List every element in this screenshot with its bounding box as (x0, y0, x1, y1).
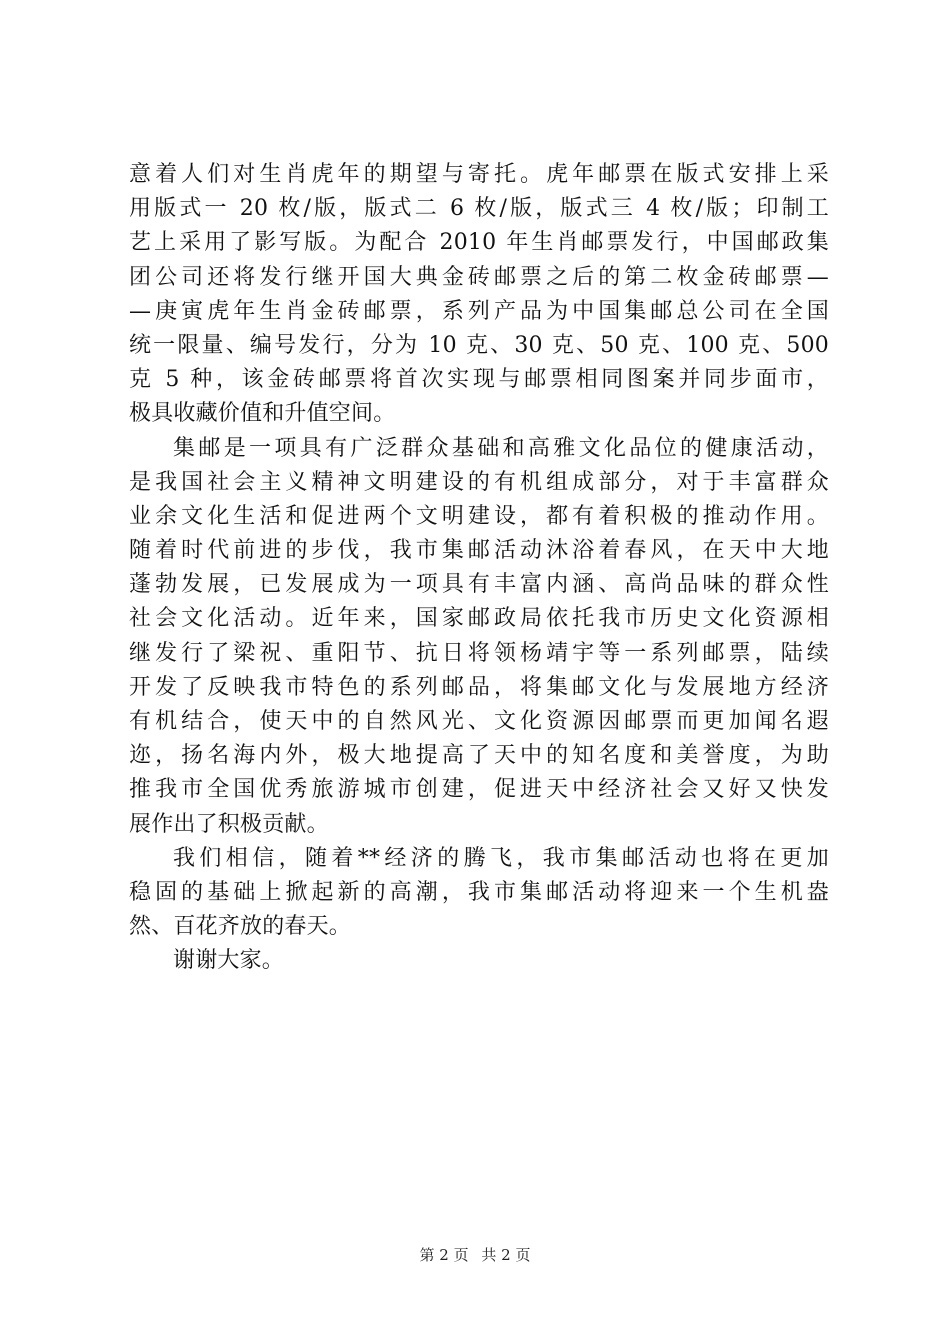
text-line: 我们相信，随着**经济的腾飞，我市集邮活动也将在更加 (173, 845, 829, 871)
text-line: 业余文化生活和促进两个文明建设，都有着积极的推动作用。 (129, 503, 829, 529)
text-line: 有机结合，使天中的自然风光、文化资源因邮票而更加闻名遐 (129, 709, 829, 734)
text-line: 极具收藏价值和升值空间。 (129, 401, 396, 427)
text-line: 然、百花齐放的春天。 (129, 914, 352, 940)
page-total: 共 2 页 (481, 1246, 531, 1264)
text-line: 蓬勃发展，已发展成为一项具有丰富内涵、高尚品味的群众性 (129, 572, 829, 598)
text-line: 团公司还将发行继开国大典金砖邮票之后的第二枚金砖邮票— (129, 264, 829, 290)
text-line: 艺上采用了影写版。为配合 2010 年生肖邮票发行，中国邮政集 (129, 230, 829, 256)
text-line: 继发行了梁祝、重阳节、抗日将领杨靖宇等一系列邮票，陆续 (129, 640, 829, 666)
text-line: 集邮是一项具有广泛群众基础和高雅文化品位的健康活动， (173, 435, 829, 461)
text-line: 推我市全国优秀旅游城市创建，促进天中经济社会又好又快发 (129, 777, 829, 803)
document-body (129, 158, 829, 979)
text-line: 展作出了积极贡献。 (129, 811, 329, 837)
page-footer (0, 1245, 950, 1265)
text-line: 随着时代前进的步伐，我市集邮活动沐浴着春风，在天中大地 (129, 538, 829, 564)
text-line: 用版式一 20 枚/版，版式二 6 枚/版，版式三 4 枚/版；印制工 (129, 196, 829, 222)
text-line: 社会文化活动。近年来，国家邮政局依托我市历史文化资源相 (129, 606, 829, 632)
page-number: 第 2 页 (419, 1246, 469, 1264)
text-line: 开发了反映我市特色的系列邮品，将集邮文化与发展地方经济 (129, 674, 829, 700)
text-line: 是我国社会主义精神文明建设的有机组成部分，对于丰富群众 (129, 469, 829, 495)
text-line: 谢谢大家。 (173, 948, 285, 974)
text-line: —庚寅虎年生肖金砖邮票，系列产品为中国集邮总公司在全国 (129, 298, 829, 324)
text-line: 迩，扬名海内外，极大地提高了天中的知名度和美誉度，为助 (129, 743, 829, 769)
text-line: 稳固的基础上掀起新的高潮，我市集邮活动将迎来一个生机盎 (129, 879, 829, 905)
text-line: 克 5 种，该金砖邮票将首次实现与邮票相同图案并同步面市， (129, 367, 829, 393)
text-line: 意着人们对生肖虎年的期望与寄托。虎年邮票在版式安排上采 (129, 162, 829, 187)
text-line: 统一限量、编号发行，分为 10 克、30 克、50 克、100 克、500 (129, 332, 829, 358)
